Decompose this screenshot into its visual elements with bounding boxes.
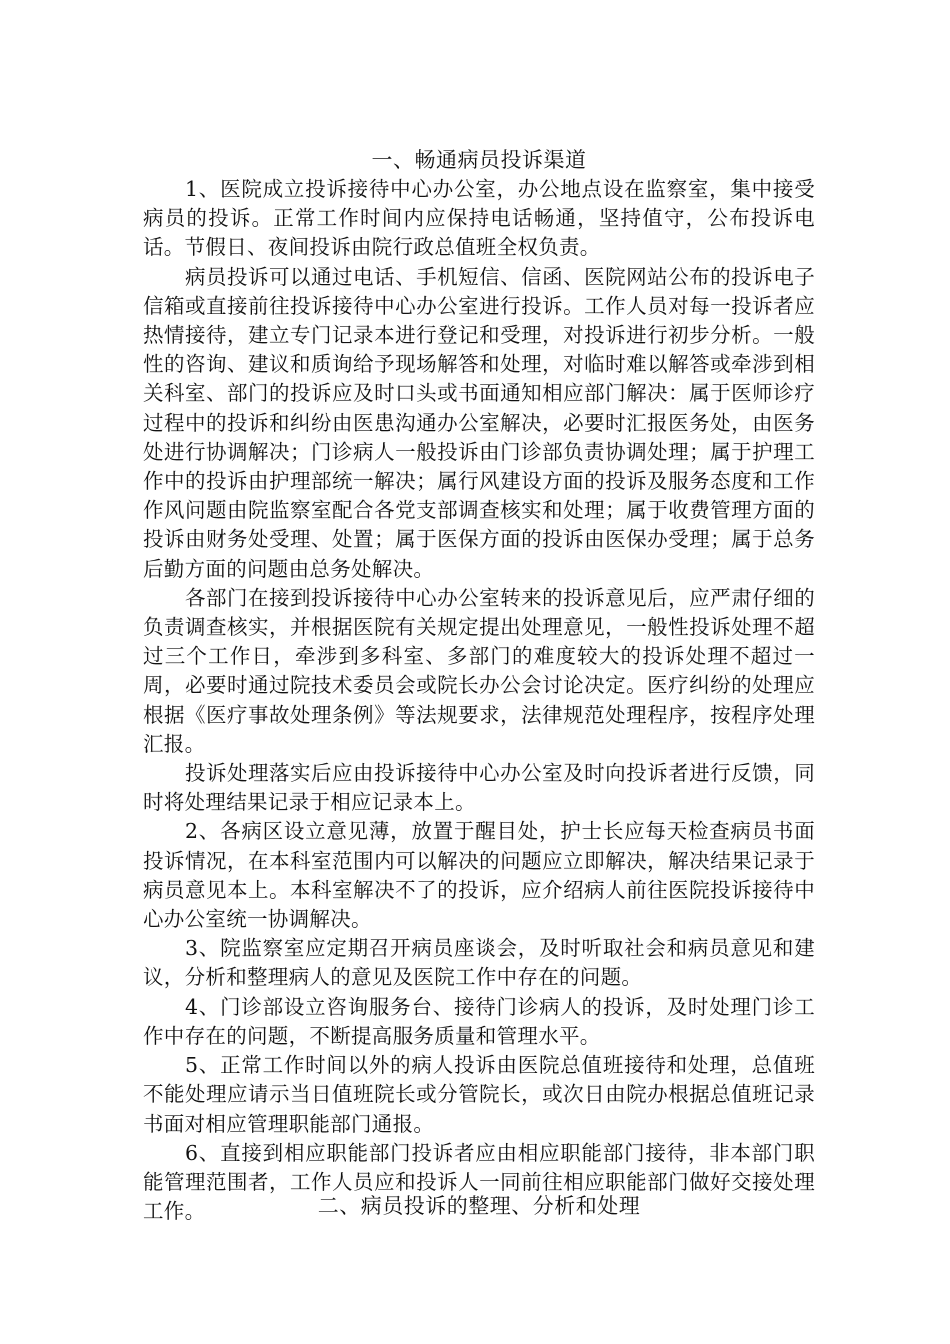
paragraph-5: 2、各病区设立意见薄，放置于醒目处，护士长应每天检查病员书面投诉情况，在本科室范围内可以解决的问题应立即解决，解决结果记录于病员意见本上。本科室解决不了的投诉，应介绍病人前往医院投诉接待中心办公室统一协调解决。 bbox=[143, 819, 815, 932]
paragraph-1: 1、医院成立投诉接待中心办公室，办公地点设在监察室，集中接受病员的投诉。正常工作时间内应保持电话畅通，坚持值守，公布投诉电话。节假日、夜间投诉由院行政总值班全权负责。 bbox=[143, 177, 815, 260]
paragraph-7: 4、门诊部设立咨询服务台、接待门诊病人的投诉，及时处理门诊工作中存在的问题，不断提高服务质量和管理水平。 bbox=[143, 994, 815, 1048]
paragraph-4: 投诉处理落实后应由投诉接待中心办公室及时向投诉者进行反馈，同时将处理结果记录于相应记录本上。 bbox=[143, 761, 815, 815]
paragraph-3: 各部门在接到投诉接待中心办公室转来的投诉意见后，应严肃仔细的负责调查核实，并根据医院有关规定提出处理意见，一般性投诉处理不超过三个工作日，牵涉到多科室、多部门的难度较大的投诉处理不超过一周，必要时通过院技术委员会或院长办公会讨论决定。医疗纠纷的处理应根据《医疗事故处理条例》等法规要求，法律规范处理程序，按程序处理汇报。 bbox=[143, 585, 815, 756]
paragraph-2: 病员投诉可以通过电话、手机短信、信函、医院网站公布的投诉电子信箱或直接前往投诉接待中心办公室进行投诉。工作人员对每一投诉者应热情接待，建立专门记录本进行登记和受理，对投诉进行初步分析。一般性的咨询、建议和质询给予现场解答和处理，对临时难以解答或牵涉到相关科室、部门的投诉应及时口头或书面通知相应部门解决：属于医师诊疗过程中的投诉和纠纷由医患沟通办公室解决，必要时汇报医务处，由医务处进行协调解决；门诊病人一般投诉由门诊部负责协调处理；属于护理工作中的投诉由护理部统一解决；属行风建设方面的投诉及服务态度和工作作风问题由院监察室配合各党支部调查核实和处理；属于收费管理方面的投诉由财务处受理、处置；属于医保方面的投诉由医保办受理；属于总务后勤方面的问题由总务处解决。 bbox=[143, 264, 815, 581]
section-heading-2: 二、病员投诉的整理、分析和处理 bbox=[317, 1194, 641, 1218]
paragraph-6: 3、院监察室应定期召开病员座谈会，及时听取社会和病员意见和建议，分析和整理病人的意见及医院工作中存在的问题。 bbox=[143, 936, 815, 990]
section-heading-1: 一、畅通病员投诉渠道 bbox=[371, 148, 587, 172]
section-complaint-channels bbox=[143, 146, 815, 1226]
paragraph-8: 5、正常工作时间以外的病人投诉由医院总值班接待和处理，总值班不能处理应请示当日值班院长或分管院长，或次日由院办根据总值班记录书面对相应管理职能部门通报。 bbox=[143, 1053, 815, 1136]
paragraph-9: 6、直接到相应职能部门投诉者应由相应职能部门接待，非本部门职能管理范围者，工作人员应和投诉人一同前往相应职能部门做好交接处理工作。 bbox=[143, 1140, 815, 1224]
